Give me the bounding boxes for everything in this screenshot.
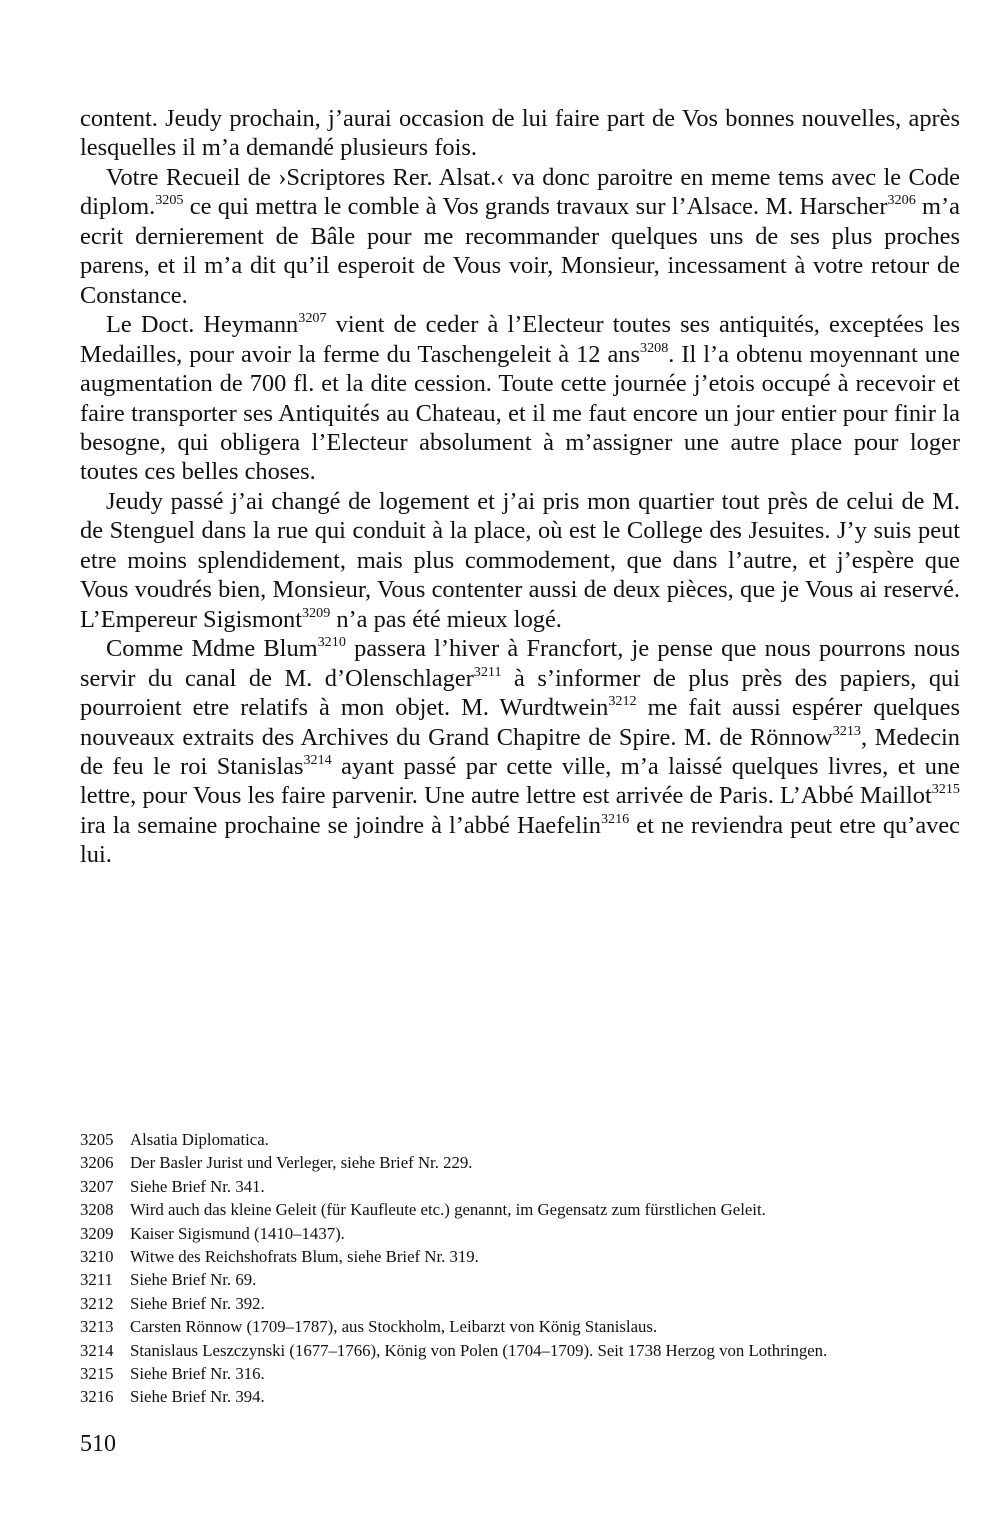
text-run: Comme Mdme Blum [106,635,318,663]
footnote-text: Wird auch das kleine Geleit (für Kaufleute etc.) genannt, im Gegensatz zum fürstlichen Geleit. [130,1200,766,1220]
footnote-reference: 3209 [301,604,331,621]
footnote [80,1362,960,1385]
footnote-number: 3210 [80,1247,114,1267]
footnote-reference: 3214 [303,751,332,768]
text-run: me fait aussi espérer quelques nouveaux extraits des Archives du Grand Chapitre de Spire. M. de Rönnow [80,694,960,751]
footnote-text: Siehe Brief Nr. 392. [130,1293,265,1313]
text-run: content. Jeudy prochain, j’aurai occasion de lui faire part de Vos bonnes nouvelles, après lesquelles il m’a demandé plusieurs fois. [80,105,960,162]
footnote-text: Alsatia Diplomatica. [130,1130,269,1149]
text-run: n’a pas été mieux logé. [330,605,562,633]
page-number: 510 [80,1431,116,1457]
footnote-reference: 3212 [608,692,637,709]
body-text [80,104,960,870]
paragraph [80,163,960,310]
footnote [80,1339,960,1362]
footnote-text: Siehe Brief Nr. 394. [130,1387,265,1407]
footnote-reference: 3205 [155,192,184,209]
footnote-number: 3206 [80,1153,114,1173]
text-run: à s’informer de plus près des papiers, qui pourroient etre relatifs à mon objet. M. Wurdtwein [80,664,960,722]
footnote-number: 3207 [80,1176,114,1196]
footnote [80,1385,960,1408]
text-run: vient de ceder à l’Electeur toutes ses antiquités, exceptées les Medailles, pour avoir la ferme du Taschengeleit à 12 ans [80,311,960,368]
footnote-number: 3213 [80,1317,114,1337]
footnote [80,1175,960,1198]
footnote-number: 3205 [80,1130,114,1149]
footnote-number: 3215 [80,1364,114,1384]
footnote-text: Kaiser Sigismund (1410–1437). [130,1223,345,1243]
text-run: . Il l’a obtenu moyennant une augmentation de 700 fl. et la dite cession. Toute cette journée j’etois occupé à recevoir et faire transporter ses Antiquités au Chateau, et il me faut encore un jour entier pour finir la besogne, qui obligera l’Electeur absolument à m’assigner une autre place pour loger toutes ces belles choses. [80,340,960,486]
footnote-number: 3208 [80,1200,114,1220]
footnote-number: 3209 [80,1223,114,1243]
footnote-text: Siehe Brief Nr. 316. [130,1364,265,1384]
footnotes [80,1128,960,1409]
footnote-reference: 3208 [640,339,669,356]
footnote [80,1245,960,1268]
footnote-text: Carsten Rönnow (1709–1787), aus Stockholm, Leibarzt von König Stanislaus. [130,1317,658,1337]
footnote-reference: 3213 [832,722,861,739]
footnote [80,1151,960,1174]
footnote-reference: 3215 [931,781,960,798]
footnote-reference: 3206 [887,192,916,209]
footnote-number: 3212 [80,1293,114,1313]
footnote [80,1198,960,1221]
paragraph [80,487,960,634]
footnote-text: Siehe Brief Nr. 341. [130,1176,265,1196]
footnote [80,1315,960,1338]
footnote-text: Siehe Brief Nr. 69. [130,1270,257,1290]
text-run: , Medecin de feu le roi Stanislas [80,723,961,780]
text-run: ira la semaine prochaine se joindre à l’abbé Haefelin [80,811,601,839]
footnote-text: Stanislaus Leszczynski (1677–1766), König von Polen (1704–1709). Seit 1738 Herzog von Lothringen. [130,1340,828,1360]
footnote-text: Witwe des Reichshofrats Blum, siehe Brief Nr. 319. [130,1247,479,1267]
text-run: et ne reviendra peut etre qu’avec lui. [80,811,961,869]
footnote [80,1222,960,1245]
text-run: Votre Recueil de ›Scriptores Rer. Alsat.‹ va donc paroitre en meme tems avec le Code diplom. [80,163,960,221]
footnote-number: 3214 [80,1340,114,1360]
footnote [80,1268,960,1291]
text-run: ce qui mettra le comble à Vos grands travaux sur l’Alsace. M. Harscher [183,193,888,221]
text-run: Le Doct. Heymann [106,311,299,339]
footnote [80,1128,960,1151]
footnote [80,1292,960,1315]
footnote-number: 3211 [80,1270,113,1290]
footnote-text: Der Basler Jurist und Verleger, siehe Brief Nr. 229. [130,1153,473,1173]
text-run: ayant passé par cette ville, m’a laissé quelques livres, et une lettre, pour Vous les faire parvenir. Une autre lettre est arrivée de Paris. L’Abbé Maillot [80,752,960,810]
paragraph [80,310,960,487]
paragraph [80,104,960,163]
footnote-reference: 3210 [317,633,346,650]
footnote-reference: 3207 [298,309,327,326]
text-run: Jeudy passé j’ai changé de logement et j’ai pris mon quartier tout près de celui de M. de Stenguel dans la rue qui conduit à la place, où est le College des Jesuites. J’y suis peut etre moins splendidement, mais plus commodement, que dans l’autre, et j’espère que Vous voudrés bien, Monsieur, Vous contenter aussi de deux pièces, que je Vous ai reservé. L’Empereur Sigismont [80,487,960,633]
text-run: m’a ecrit dernierement de Bâle pour me recommander quelques uns de ses plus proches parens, et il m’a dit qu’il esperoit de Vous voir, Monsieur, incessament à votre retour de Constance. [80,193,960,309]
text-run: passera l’hiver à Francfort, je pense que nous pourrons nous servir du canal de M. d’Olenschlager [80,635,960,692]
paragraph [80,634,960,870]
footnote-reference: 3211 [473,663,502,680]
footnote-reference: 3216 [600,810,630,827]
footnote-number: 3216 [80,1387,114,1407]
